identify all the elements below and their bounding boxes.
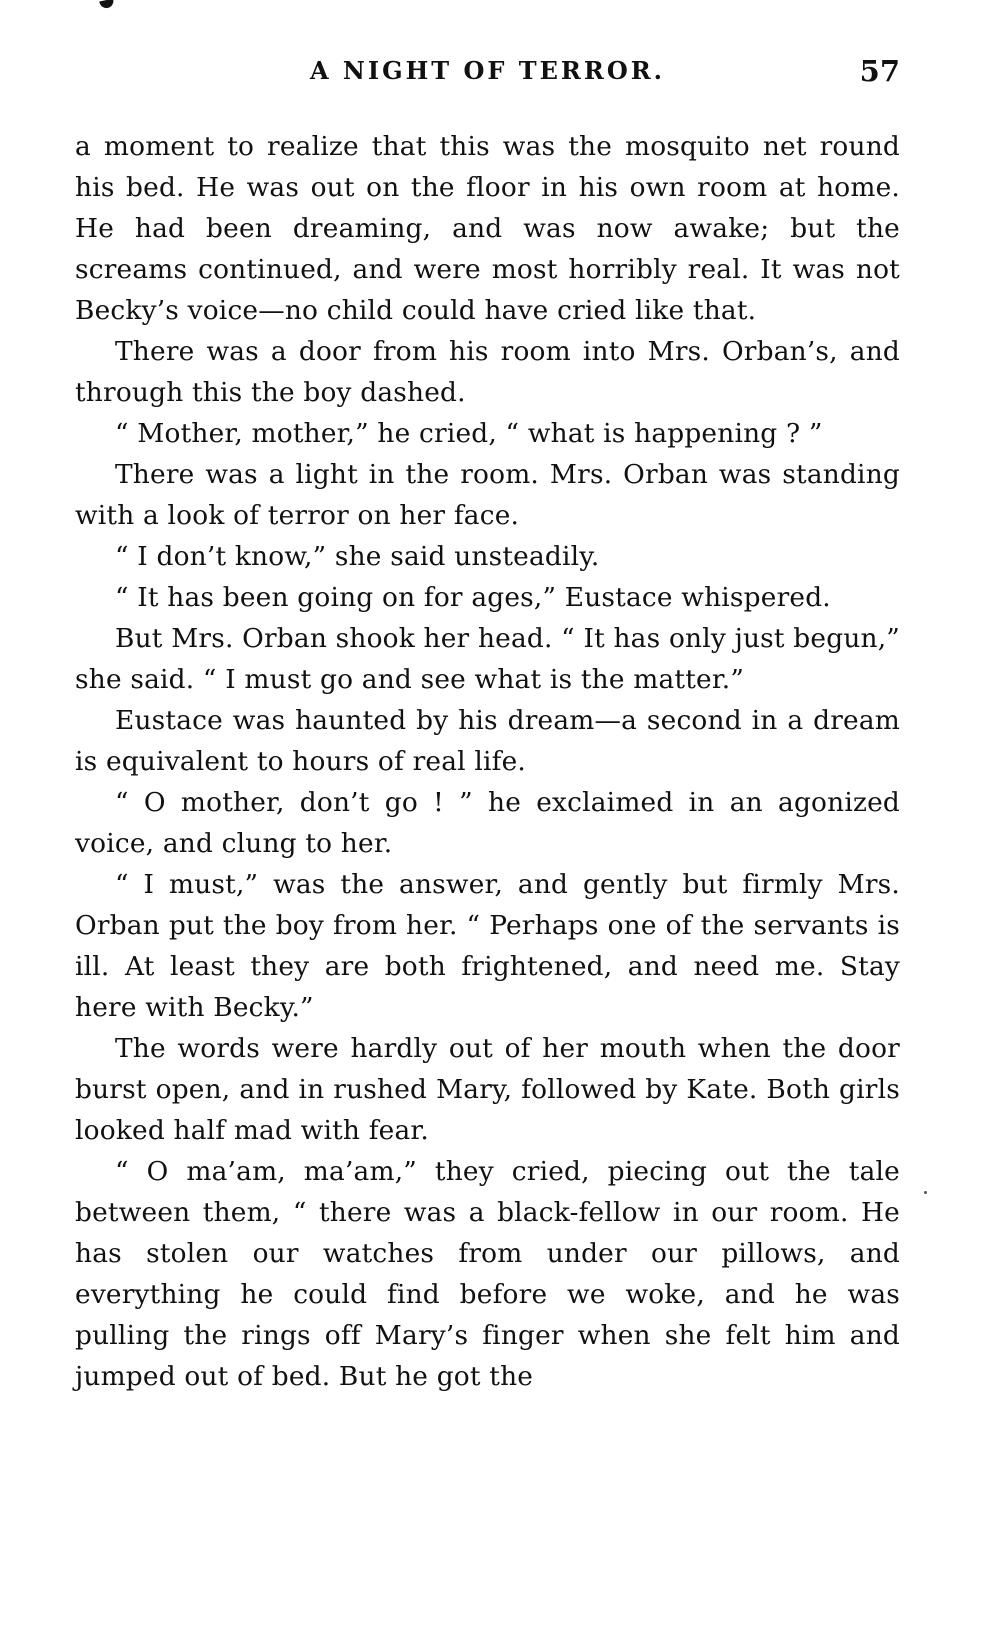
- paragraph: Eustace was haunted by his dream—a second in a dream is equivalent to hours of real life.: [75, 705, 900, 777]
- paragraph: There was a light in the room. Mrs. Orban was standing with a look of terror on her face.: [75, 459, 900, 531]
- paragraph: But Mrs. Orban shook her head. “ It has only just begun,” she said. “ I must go and see what is the matter.”: [75, 623, 900, 695]
- book-page: [75, 0, 900, 1635]
- paragraph: “ O mother, don’t go ! ” he exclaimed in an agonized voice, and clung to her.: [75, 787, 900, 859]
- paragraph: “ O ma’am, ma’am,” they cried, piecing out the tale between them, “ there was a black-fellow in our room. He has stolen our watches from under our pillows, and everything he could find before we woke, and he was pulling the rings off Mary’s finger when she felt him and jumped out of bed. But he got the: [75, 1156, 900, 1392]
- paragraph: “ I must,” was the answer, and gently but firmly Mrs. Orban put the boy from her. “ Perhaps one of the servants is ill. At least they are both frightened, and need me. Stay here with Becky.”: [75, 869, 900, 1023]
- speck: [924, 1191, 927, 1194]
- paragraph: “ Mother, mother,” he cried, “ what is happening ? ”: [115, 418, 823, 449]
- running-title: A NIGHT OF TERROR.: [309, 56, 666, 85]
- running-head: [75, 54, 900, 94]
- text-body: [75, 126, 900, 1397]
- paragraph: “ I don’t know,” she said unsteadily.: [115, 541, 600, 572]
- page-number: 57: [859, 54, 900, 88]
- paragraph: The words were hardly out of her mouth when the door burst open, and in rushed Mary, followed by Kate. Both girls looked half mad with fear.: [75, 1033, 900, 1146]
- paragraph: “ It has been going on for ages,” Eustace whispered.: [115, 582, 831, 613]
- paragraph: a moment to realize that this was the mosquito net round his bed. He was out on the floor in his own room at home. He had been dreaming, and was now awake; but the screams continued, and were most horribly real. It was not Becky’s voice—no child could have cried like that.: [75, 131, 900, 326]
- paragraph: There was a door from his room into Mrs. Orban’s, and through this the boy dashed.: [75, 336, 900, 408]
